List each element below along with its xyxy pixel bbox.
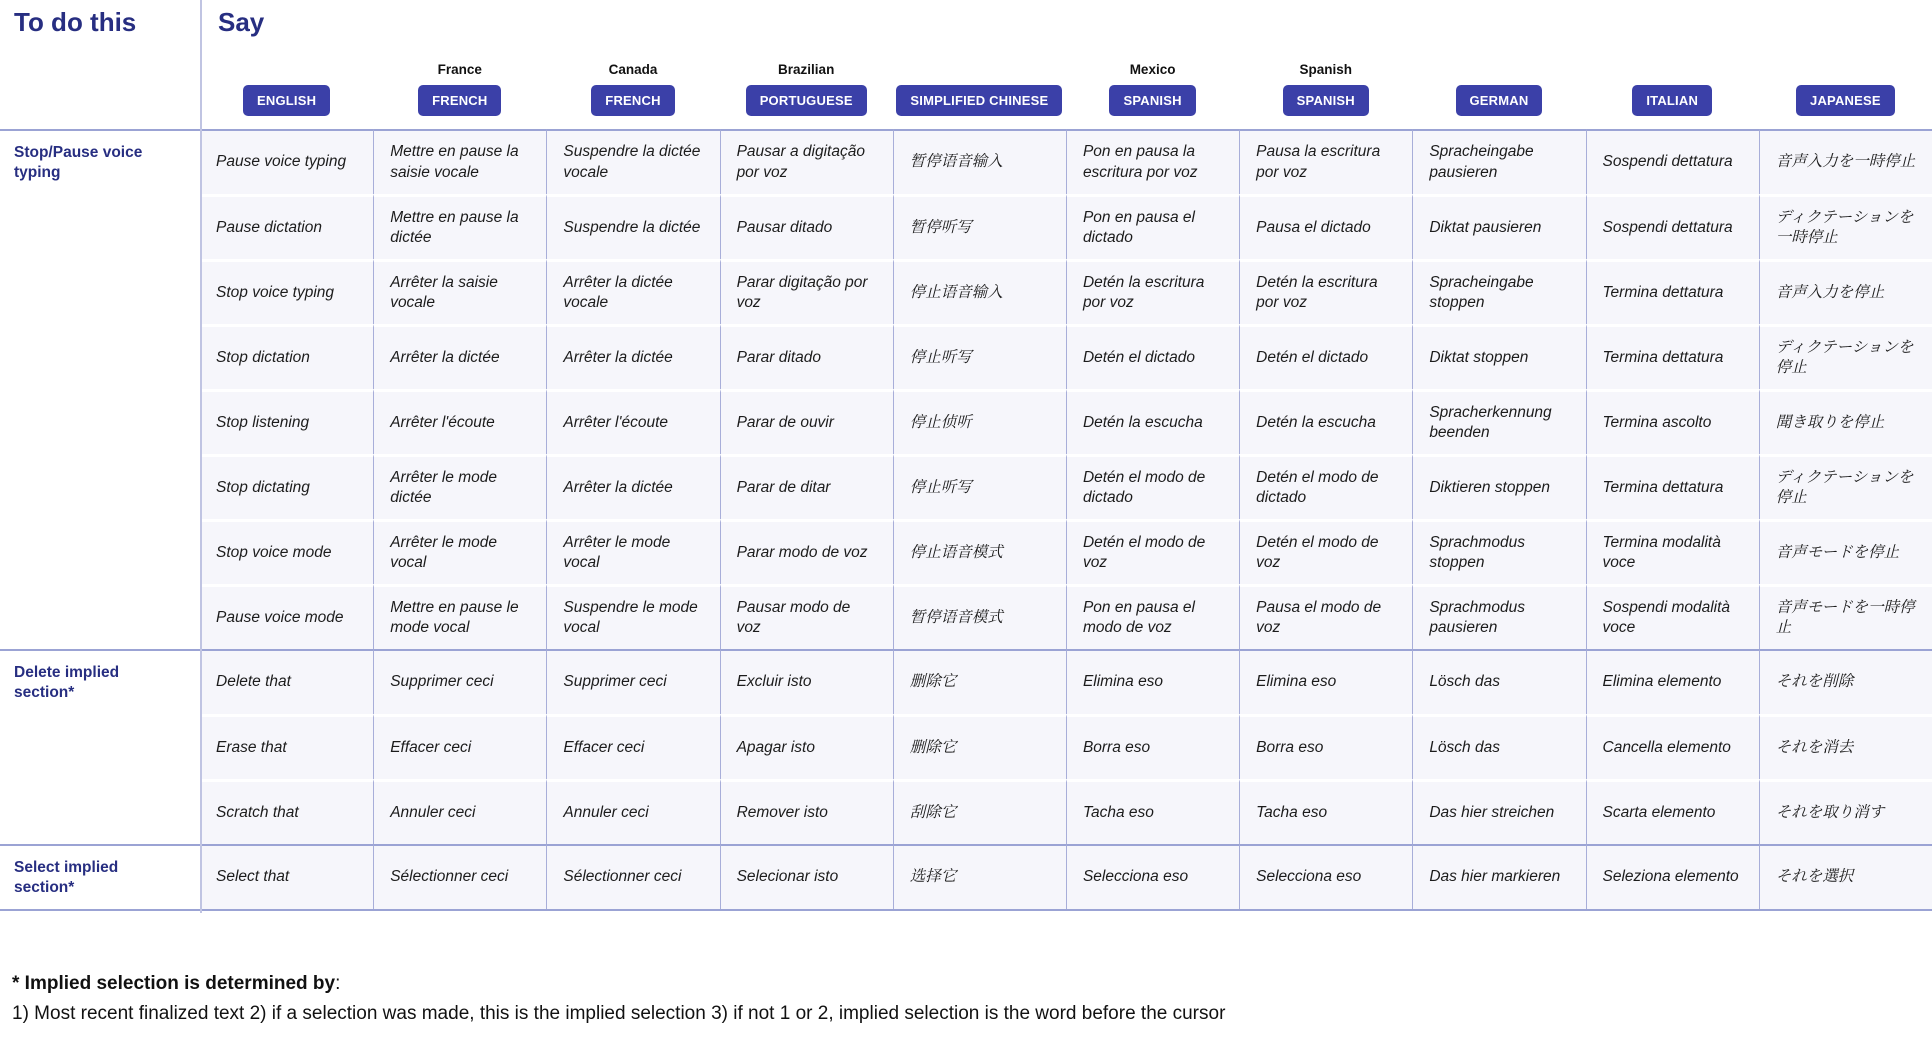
say-heading-wrap [200, 0, 1932, 38]
command-cell: Selecciona eso [1066, 844, 1239, 909]
command-cell: それを選択 [1759, 844, 1932, 909]
command-cell: Delete that [200, 649, 373, 714]
command-cell: 删除它 [893, 714, 1066, 779]
language-column [546, 61, 719, 116]
command-cell: Supprimer ceci [373, 649, 546, 714]
command-cell: Elimina elemento [1586, 649, 1759, 714]
command-cell: Seleziona elemento [1586, 844, 1759, 909]
command-cell: Detén el modo de dictado [1239, 454, 1412, 519]
command-cell: Erase that [200, 714, 373, 779]
command-cell: Suspendre la dictée [546, 194, 719, 259]
command-cell: Suspendre le mode vocal [546, 584, 719, 649]
command-cell: Apagar isto [720, 714, 893, 779]
command-cell: Stop listening [200, 389, 373, 454]
footnote-line2: 1) Most recent finalized text 2) if a selection was made, this is the implied selection 3) if not 1 or 2, implied selection is the word before the cursor [12, 1003, 1226, 1024]
language-column [1066, 61, 1239, 116]
command-cell: 音声入力を一時停止 [1759, 129, 1932, 194]
command-cell: Mettre en pause la dictée [373, 194, 546, 259]
english-button[interactable]: ENGLISH [243, 85, 330, 116]
command-cell: Detén el dictado [1239, 324, 1412, 389]
command-cell: Spracheingabe pausieren [1412, 129, 1585, 194]
command-cell: 删除它 [893, 649, 1066, 714]
command-cell: Spracheingabe stoppen [1412, 259, 1585, 324]
region-label: France [437, 62, 482, 77]
command-cell: 音声モードを一時停止 [1759, 584, 1932, 649]
command-cell: 音声モードを停止 [1759, 519, 1932, 584]
spanish-spanish-button[interactable]: SPANISH [1283, 85, 1369, 116]
command-cell: Scratch that [200, 779, 373, 844]
table-row [0, 129, 1932, 194]
command-cell: Arrêter la saisie vocale [373, 259, 546, 324]
command-cell: Effacer ceci [546, 714, 719, 779]
command-cell: ディクテーションを停止 [1759, 454, 1932, 519]
command-cell: Pausa el dictado [1239, 194, 1412, 259]
command-cell: Arrêter la dictée [546, 454, 719, 519]
region-label: Canada [608, 62, 658, 77]
language-column [893, 61, 1066, 116]
command-cell: 聞き取りを停止 [1759, 389, 1932, 454]
france-french-button[interactable]: FRENCH [418, 85, 501, 116]
simplified-chinese-button[interactable]: SIMPLIFIED CHINESE [896, 85, 1062, 116]
command-cell: Pon en pausa el modo de voz [1066, 584, 1239, 649]
table-row [0, 259, 1932, 324]
command-cell: Annuler ceci [546, 779, 719, 844]
command-cell: Mettre en pause le mode vocal [373, 584, 546, 649]
command-cell: Arrêter la dictée [546, 324, 719, 389]
table-row [0, 584, 1932, 649]
command-cell: Annuler ceci [373, 779, 546, 844]
command-cell: Stop dictating [200, 454, 373, 519]
region-label: Brazilian [778, 62, 835, 77]
command-cell: Arrêter l'écoute [546, 389, 719, 454]
command-cell: Detén el modo de voz [1239, 519, 1412, 584]
command-cell: 选择它 [893, 844, 1066, 909]
language-column [1586, 61, 1759, 116]
to-do-this-column-header [0, 0, 200, 129]
command-cell: 音声入力を停止 [1759, 259, 1932, 324]
command-cell: Pon en pausa el dictado [1066, 194, 1239, 259]
command-cell: Detén el modo de dictado [1066, 454, 1239, 519]
command-cell: ディクテーションを停止 [1759, 324, 1932, 389]
mexico-spanish-button[interactable]: SPANISH [1109, 85, 1195, 116]
table-row [0, 779, 1932, 844]
command-cell: Sospendi dettatura [1586, 129, 1759, 194]
command-cell: Parar modo de voz [720, 519, 893, 584]
table-row [0, 324, 1932, 389]
footnote [12, 973, 1932, 1025]
command-cell: Scarta elemento [1586, 779, 1759, 844]
command-cell: Diktat pausieren [1412, 194, 1585, 259]
command-cell: Stop dictation [200, 324, 373, 389]
command-cell: 停止听写 [893, 454, 1066, 519]
command-cell: Tacha eso [1066, 779, 1239, 844]
command-cell: 停止听写 [893, 324, 1066, 389]
command-cell: Sélectionner ceci [546, 844, 719, 909]
command-cell: Detén la escucha [1066, 389, 1239, 454]
command-cell: Lösch das [1412, 714, 1585, 779]
commands-table [0, 129, 1932, 911]
region-label: Spanish [1299, 62, 1353, 77]
footnote-line1 [12, 973, 1932, 995]
section-label: Delete implied section* [0, 649, 200, 844]
command-cell: Pausa el modo de voz [1239, 584, 1412, 649]
command-cell: Detén la escritura por voz [1066, 259, 1239, 324]
command-cell: Stop voice typing [200, 259, 373, 324]
command-cell: Elimina eso [1066, 649, 1239, 714]
command-cell: Sélectionner ceci [373, 844, 546, 909]
command-cell: Pause dictation [200, 194, 373, 259]
command-cell: 停止侦听 [893, 389, 1066, 454]
command-cell: 暂停语音模式 [893, 584, 1066, 649]
command-cell: 停止语音输入 [893, 259, 1066, 324]
table-row [0, 389, 1932, 454]
german-button[interactable]: GERMAN [1456, 85, 1543, 116]
command-cell: Arrêter l'écoute [373, 389, 546, 454]
command-cell: Detén el dictado [1066, 324, 1239, 389]
to-do-this-heading: To do this [14, 7, 137, 37]
command-cell: Sprachmodus stoppen [1412, 519, 1585, 584]
command-cell: Stop voice mode [200, 519, 373, 584]
say-heading: Say [218, 7, 265, 37]
command-cell: Tacha eso [1239, 779, 1412, 844]
section-label: Stop/Pause voice typing [0, 129, 200, 649]
command-cell: Sospendi modalità voce [1586, 584, 1759, 649]
command-cell: Remover isto [720, 779, 893, 844]
command-cell: 刮除它 [893, 779, 1066, 844]
japanese-button[interactable]: JAPANESE [1796, 85, 1895, 116]
say-column-header [200, 0, 1932, 129]
footnote-colon: : [335, 973, 341, 994]
command-cell: Cancella elemento [1586, 714, 1759, 779]
command-cell: Mettre en pause la saisie vocale [373, 129, 546, 194]
command-cell: Excluir isto [720, 649, 893, 714]
brazilian-portuguese-button[interactable]: PORTUGUESE [746, 85, 867, 116]
command-cell: Lösch das [1412, 649, 1585, 714]
command-cell: Selecionar isto [720, 844, 893, 909]
language-column [720, 61, 893, 116]
command-cell: Termina dettatura [1586, 454, 1759, 519]
command-cell: Termina modalità voce [1586, 519, 1759, 584]
command-cell: Pausar modo de voz [720, 584, 893, 649]
language-column [200, 61, 373, 116]
command-cell: Sospendi dettatura [1586, 194, 1759, 259]
command-cell: Diktat stoppen [1412, 324, 1585, 389]
command-cell: Supprimer ceci [546, 649, 719, 714]
command-cell: 暂停听写 [893, 194, 1066, 259]
command-cell: Das hier markieren [1412, 844, 1585, 909]
command-cell: Arrêter le mode vocal [546, 519, 719, 584]
command-cell: Pause voice mode [200, 584, 373, 649]
command-cell: Arrêter la dictée vocale [546, 259, 719, 324]
table-row [0, 649, 1932, 714]
table-header [0, 0, 1932, 129]
language-header-row [200, 38, 1932, 129]
column-divider [200, 0, 202, 913]
table-row [0, 714, 1932, 779]
language-column [373, 61, 546, 116]
table-row [0, 194, 1932, 259]
command-cell: 停止语音模式 [893, 519, 1066, 584]
command-cell: Arrêter la dictée [373, 324, 546, 389]
command-cell: Arrêter le mode vocal [373, 519, 546, 584]
command-cell: Pause voice typing [200, 129, 373, 194]
command-cell: Das hier streichen [1412, 779, 1585, 844]
command-cell: Suspendre la dictée vocale [546, 129, 719, 194]
canada-french-button[interactable]: FRENCH [591, 85, 674, 116]
command-cell: Borra eso [1239, 714, 1412, 779]
command-cell: Effacer ceci [373, 714, 546, 779]
command-cell: Termina ascolto [1586, 389, 1759, 454]
command-cell: Select that [200, 844, 373, 909]
command-cell: ディクテーションを一時停止 [1759, 194, 1932, 259]
command-cell: Termina dettatura [1586, 259, 1759, 324]
command-cell: Arrêter le mode dictée [373, 454, 546, 519]
command-cell: それを取り消す [1759, 779, 1932, 844]
command-cell: Diktieren stoppen [1412, 454, 1585, 519]
language-column [1759, 61, 1932, 116]
table-row [0, 844, 1932, 909]
command-cell: Elimina eso [1239, 649, 1412, 714]
command-cell: Spracherkennung beenden [1412, 389, 1585, 454]
italian-button[interactable]: ITALIAN [1632, 85, 1712, 116]
command-cell: Sprachmodus pausieren [1412, 584, 1585, 649]
section-label: Select implied section* [0, 844, 200, 909]
command-cell: Pausar a digitação por voz [720, 129, 893, 194]
command-cell: Pausar ditado [720, 194, 893, 259]
command-cell: Parar ditado [720, 324, 893, 389]
command-cell: Borra eso [1066, 714, 1239, 779]
command-cell: Parar digitação por voz [720, 259, 893, 324]
command-cell: それを消去 [1759, 714, 1932, 779]
table-row [0, 454, 1932, 519]
region-label: Mexico [1129, 62, 1176, 77]
command-cell: Parar de ouvir [720, 389, 893, 454]
command-cell: Detén la escucha [1239, 389, 1412, 454]
command-cell: Parar de ditar [720, 454, 893, 519]
command-cell: Detén la escritura por voz [1239, 259, 1412, 324]
table-row [0, 519, 1932, 584]
footnote-bold-text: * Implied selection is determined by [12, 973, 336, 994]
command-cell: Pausa la escritura por voz [1239, 129, 1412, 194]
language-column [1412, 61, 1585, 116]
command-cell: それを削除 [1759, 649, 1932, 714]
command-cell: Pon en pausa la escritura por voz [1066, 129, 1239, 194]
command-cell: 暂停语音输入 [893, 129, 1066, 194]
language-column [1239, 61, 1412, 116]
command-cell: Termina dettatura [1586, 324, 1759, 389]
command-cell: Selecciona eso [1239, 844, 1412, 909]
command-cell: Detén el modo de voz [1066, 519, 1239, 584]
